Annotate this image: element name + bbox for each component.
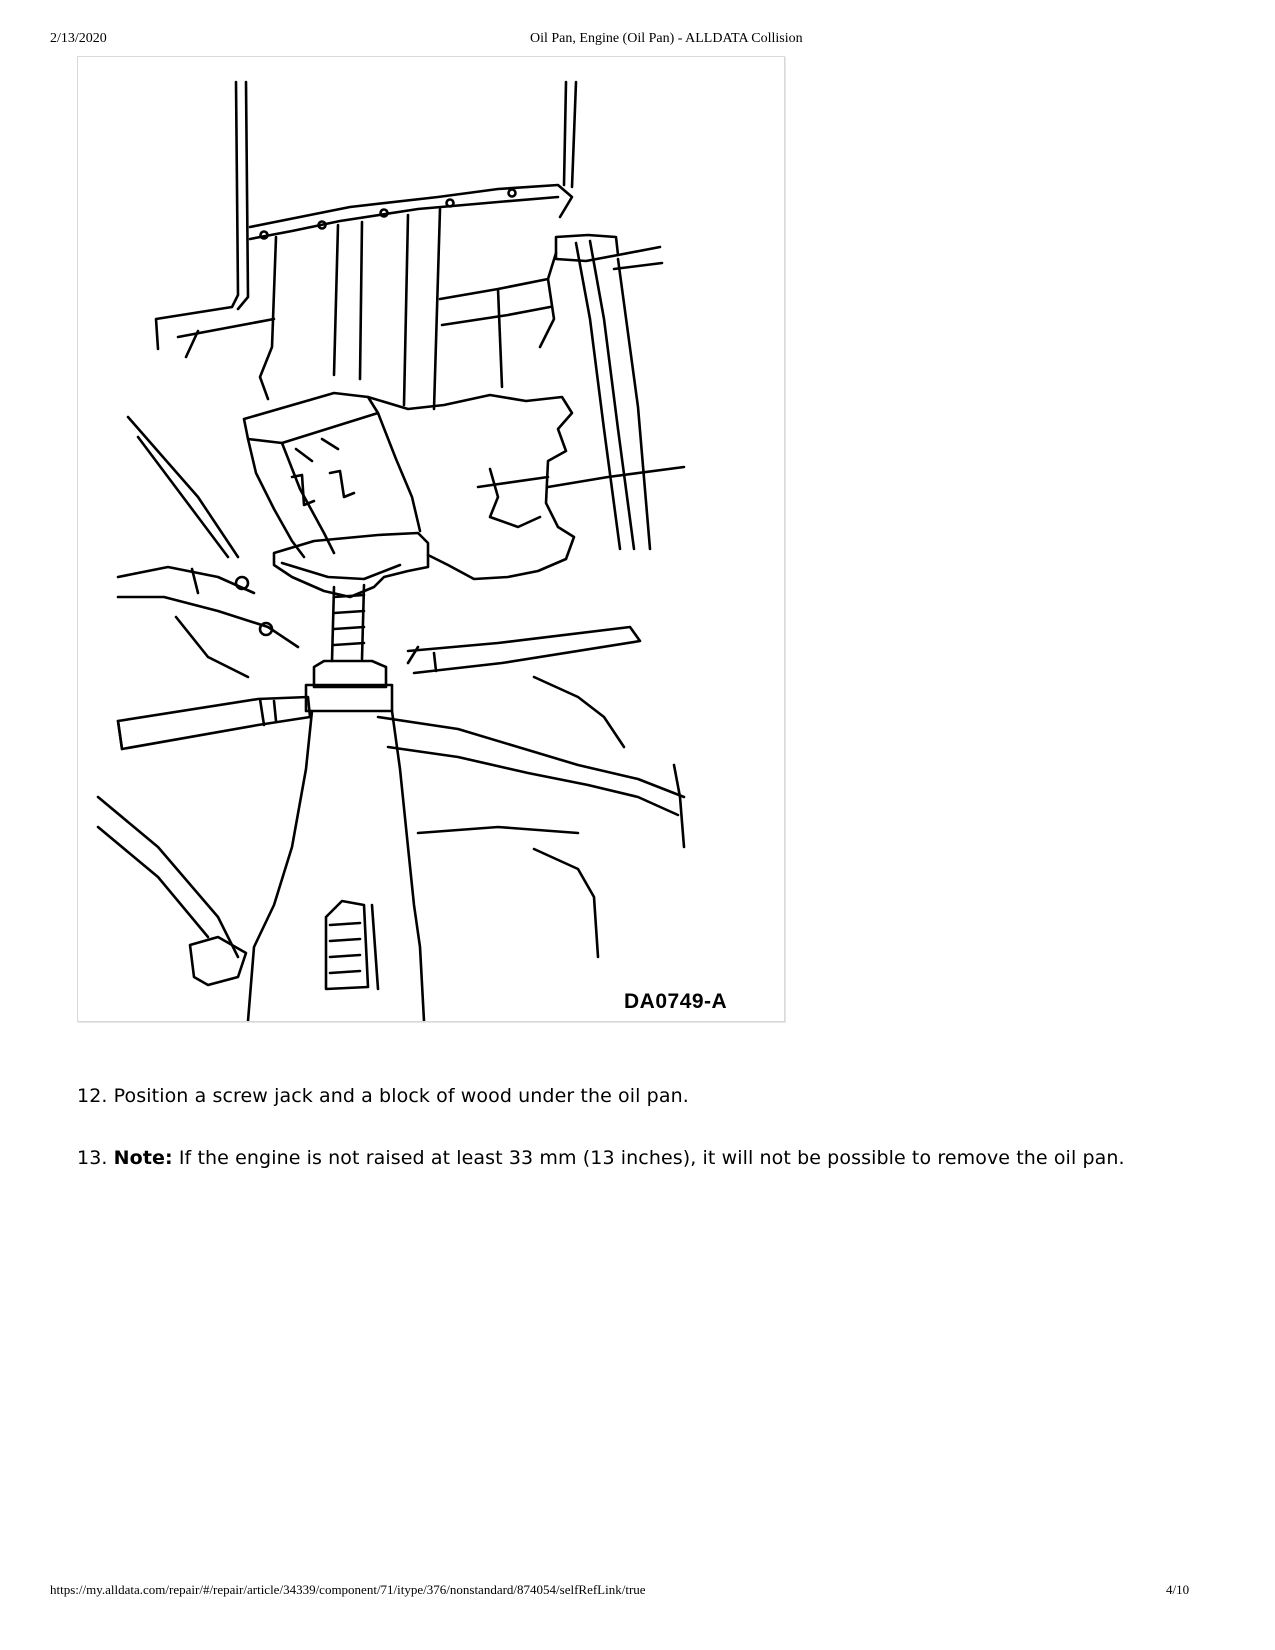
step-text: If the engine is not raised at least 33 mm (13 inches), it will not be possible to remove the oil pan. (178, 1147, 1125, 1169)
footer-page-number: 4/10 (1166, 1582, 1190, 1597)
illustration-frame (77, 56, 785, 1022)
step-number: 12. (77, 1085, 108, 1107)
figure-label: DA0749-A (624, 990, 728, 1013)
note-label: Note: (113, 1147, 173, 1169)
oil-pan-screw-jack-illustration (78, 57, 784, 1021)
step-12 (77, 1085, 689, 1107)
step-13 (77, 1147, 1125, 1169)
footer-url[interactable]: https://my.alldata.com/repair/#/repair/article/34339/component/71/itype/376/nonstandard/874054/selfRefLink/true (50, 1582, 646, 1597)
header-title: Oil Pan, Engine (Oil Pan) - ALLDATA Collision (530, 31, 803, 46)
step-text: Position a screw jack and a block of wood under the oil pan. (113, 1085, 689, 1107)
header-date: 2/13/2020 (50, 31, 107, 46)
step-number: 13. (77, 1147, 108, 1169)
